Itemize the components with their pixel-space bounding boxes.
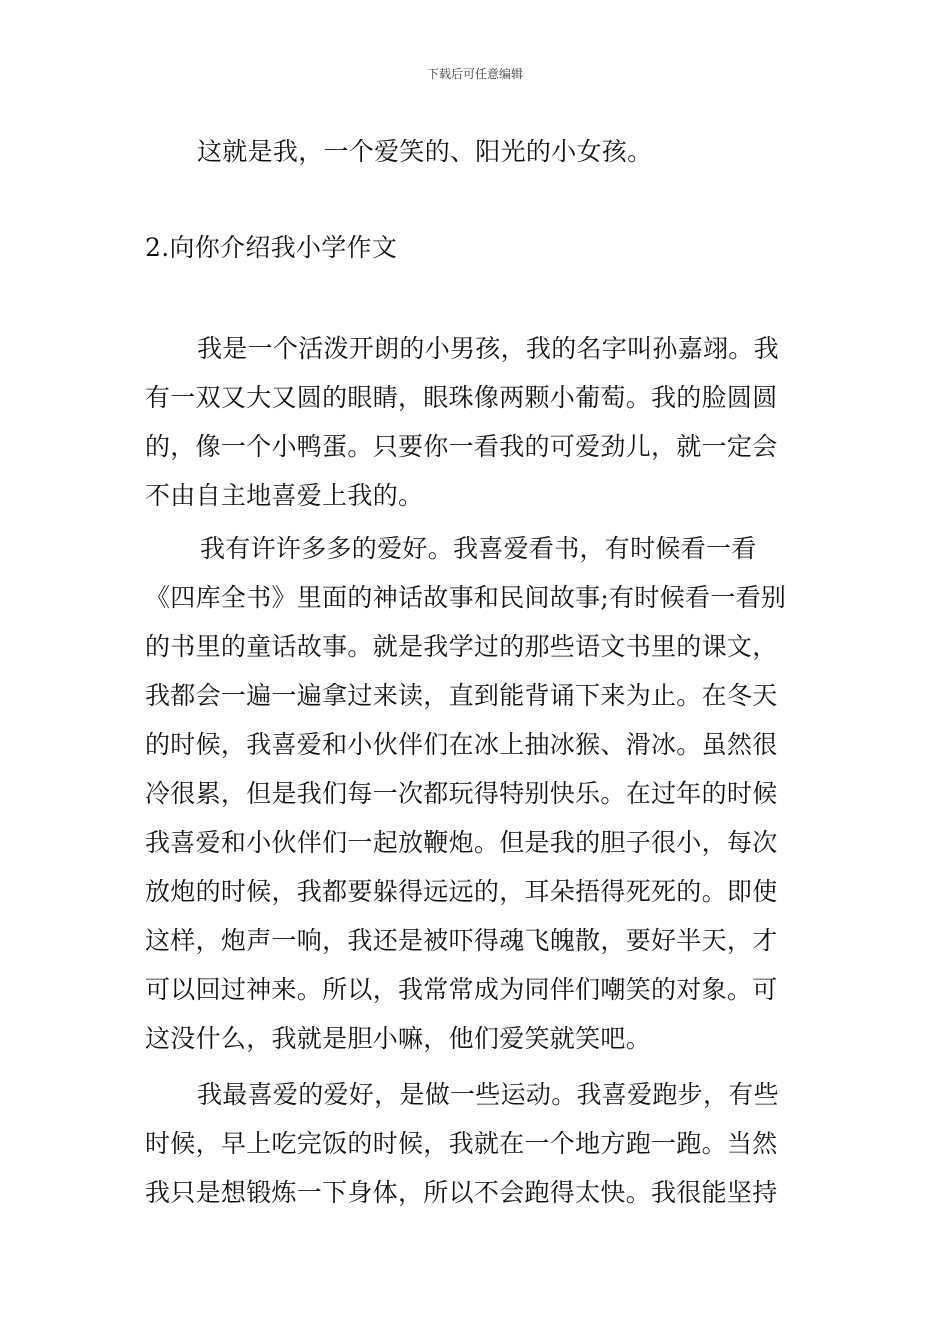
closing-line: 这就是我，一个爱笑的、阳光的小女孩。 [197, 137, 653, 166]
page-header: 下载后可任意编辑 [426, 67, 523, 81]
paragraph-line: 的，像一个小鸭蛋。只要你一看我的可爱劲儿，就一定会 [145, 432, 778, 461]
paragraph-line: 可以回过神来。所以，我常常成为同伴们嘲笑的对象。可 [145, 975, 778, 1004]
paragraph-line: 《四库全书》里面的神话故事和民间故事;有时候看一看别 [145, 583, 787, 612]
paragraph-line: 的时候，我喜爱和小伙伴们在冰上抽冰猴、滑冰。虽然很 [145, 730, 778, 759]
paragraph-line: 我最喜爱的爱好，是做一些运动。我喜爱跑步，有些 [197, 1080, 779, 1109]
paragraph-line: 放炮的时候，我都要躲得远远的，耳朵捂得死死的。即使 [145, 877, 778, 906]
paragraph-line: 时候，早上吃完饭的时候，我就在一个地方跑一跑。当然 [145, 1129, 778, 1158]
paragraph-line: 我都会一遍一遍拿过来读，直到能背诵下来为止。在冬天 [145, 681, 778, 710]
paragraph-line: 冷很累，但是我们每一次都玩得特别快乐。在过年的时候 [145, 779, 778, 808]
section-heading: 2.向你介绍我小学作文 [145, 233, 398, 262]
paragraph-line: 我是一个活泼开朗的小男孩，我的名字叫孙嘉翊。我 [197, 334, 779, 363]
paragraph-line: 这样，炮声一响，我还是被吓得魂飞魄散，要好半天，才 [145, 926, 778, 955]
paragraph-line: 这没什么，我就是胆小嘛，他们爱笑就笑吧。 [145, 1024, 652, 1053]
paragraph-line: 的书里的童话故事。就是我学过的那些语文书里的课文， [145, 632, 778, 661]
paragraph-line: 我喜爱和小伙伴们一起放鞭炮。但是我的胆子很小，每次 [145, 828, 778, 857]
paragraph-line: 我有许许多多的爱好。我喜爱看书，有时候看一看 [200, 534, 757, 563]
paragraph-line: 有一双又大又圆的眼睛，眼珠像两颗小葡萄。我的脸圆圆 [145, 383, 778, 412]
paragraph-line: 我只是想锻炼一下身体，所以不会跑得太快。我很能坚持 [145, 1178, 778, 1207]
paragraph-line: 不由自主地喜爱上我的。 [145, 481, 424, 510]
